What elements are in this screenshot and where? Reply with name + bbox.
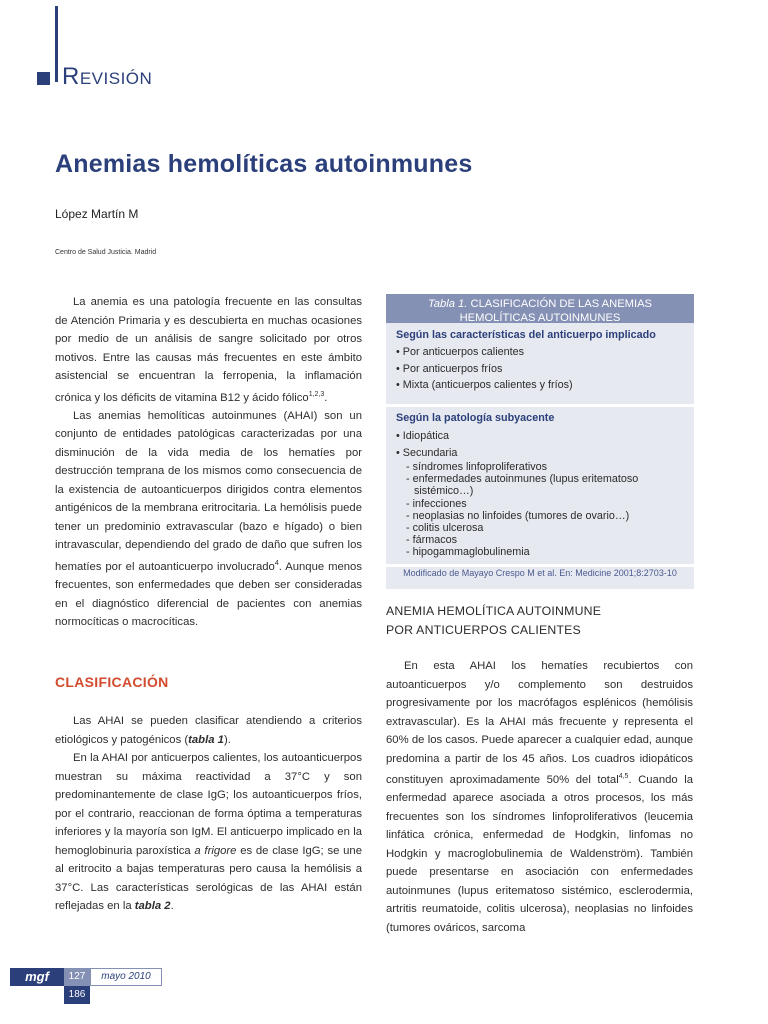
paragraph: En esta AHAI los hematíes recubiertos con autoanticuerpos y/o complemento son destruidos progresivamente por los macrófagos esplénicos (hemólisis extravascular). Es la AHAI más frecuente y representa el 60% de los casos. Puede aparecer a cualquier edad, aunque predomina a partir de los 45 años. Los cuadros idiopáticos constituyen aproximadamente 50% del total$^{4,5}$. Cuando la enfermedad aparece asociada a otros procesos, los más frecuentes son los síndromes linfoproliferativos (leucemia linfática crónica, enfermedad de Hodgkin, linfomas no Hodgkin y macroglobulinemia de Waldenström). También puede presentarse en asociación con enfermedades autoinmunes (lupus eritematoso sistémico, esclerodermia, artritis reumatoide, colitis ulcerosa), neoplasias no linfoides (tumores ováricos, sarcoma xyxy=(386,660,694,934)
issue-date: mayo 2010 xyxy=(90,968,162,986)
clasificacion-text xyxy=(55,712,362,916)
table-section-title: Según las características del anticuerpo implicado xyxy=(396,329,656,341)
table-subitem: sistémico…) xyxy=(414,485,474,498)
table-note: Modificado de Mayayo Crespo M et al. En: Medicine 2001;8:2703-10 xyxy=(403,568,677,578)
article-title: Anemias hemolíticas autoinmunes xyxy=(55,150,473,178)
table-section-anticuerpo xyxy=(386,329,694,394)
section-heading-calientes: ANEMIA HEMOLÍTICA AUTOINMUNE POR ANTICUERPOS CALIENTES xyxy=(386,604,602,637)
table-divider xyxy=(386,564,694,567)
table-item: • Mixta (anticuerpos calientes y fríos) xyxy=(396,379,573,391)
table-item: • Por anticuerpos calientes xyxy=(396,346,525,358)
table-section-title: Según la patología subyacente xyxy=(396,412,555,424)
table-subitem: - hipogammaglobulinemia xyxy=(406,546,530,559)
header-rule xyxy=(55,6,58,82)
table-subitem: - colitis ulcerosa xyxy=(406,522,484,535)
paragraph: Las anemias hemolíticas autoinmunes (AHAI) son un conjunto de entidades patológicas caracterizadas por una disminución de la vida media de los hematíes por destrucción temprana de los mismos como consecuencia de la existencia de autoanticuerpos dirigidos contra elementos antigénicos de la membrana eritrocitaria. La hemólisis puede tener un predominio extravascular (bazo e hígado) o bien intravascular, dependiendo del grado de daño que sufren los hematíes por el autoanticuerpo involucrado$^4$. Aunque menos frecuentes, son enfermedades que deben ser consideradas en el diagnóstico diferencial de pacientes con anemias normocíticas o macrocíticas. xyxy=(55,409,362,629)
table-header: Tabla 1. CLASIFICACIÓN DE LAS ANEMIAS HEMOLÍTICAS AUTOINMUNES xyxy=(386,294,694,323)
affiliation: Centro de Salud Justicia. Madrid xyxy=(55,249,157,256)
table-1 xyxy=(386,294,694,589)
calientes-text xyxy=(386,657,693,937)
table-subitem: - síndromes linfoproliferativos xyxy=(406,461,548,473)
table-item: • Idiopática xyxy=(396,430,449,442)
section-marker xyxy=(37,72,50,85)
table-subitem: - enfermedades autoinmunes (lupus eritematoso xyxy=(406,473,639,486)
table-divider xyxy=(386,404,694,407)
section-label: REVISIÓN xyxy=(62,63,153,90)
brand-logo: mgf xyxy=(10,968,64,986)
table-subitem: - neoplasias no linfoides (tumores de ovario…) xyxy=(406,509,630,522)
table-item: • Por anticuerpos fríos xyxy=(396,362,503,375)
table-section-patologia xyxy=(386,412,694,559)
table-subitem: - fármacos xyxy=(406,534,457,547)
page-number: 127 xyxy=(64,968,90,986)
author: López Martín M xyxy=(55,207,139,221)
section-heading-clasificacion: CLASIFICACIÓN xyxy=(55,674,169,690)
intro-text xyxy=(55,293,362,632)
paragraph: En la AHAI por anticuerpos calientes, los autoanticuerpos muestran su máxima reactividad a 37°C y son predominantemente de clase IgG; los autoanticuerpos fríos, por el contrario, reaccionan de forma óptima a temperaturas inferiores y la mayoría son IgM. El anticuerpo implicado en la hemoglobinuria paroxística a frigore es de clase IgG; se une al eritrocito a bajas temperaturas pero causa la hemólisis a 37°C. Las características serológicas de las AHAI están reflejadas en la tabla 2. xyxy=(55,752,362,912)
paragraph: Las AHAI se pueden clasificar atendiendo a criterios etiológicos y patogénicos (tabla 1). xyxy=(55,715,362,746)
issue-number: 186 xyxy=(64,986,90,1004)
table-subitem: - infecciones xyxy=(406,497,467,510)
paragraph: La anemia es una patología frecuente en las consultas de Atención Primaria y es descubierta en muchas ocasiones por medio de un análisis de sangre solicitado por otros motivos. Entre las causas más frecuentes en este ámbito asistencial se encuentran la ferropenia, la inflamación crónica y los déficits de vitamina B12 y ácido fólico$^{1,2,3}$. xyxy=(55,296,362,404)
table-item: • Secundaria xyxy=(396,446,458,459)
